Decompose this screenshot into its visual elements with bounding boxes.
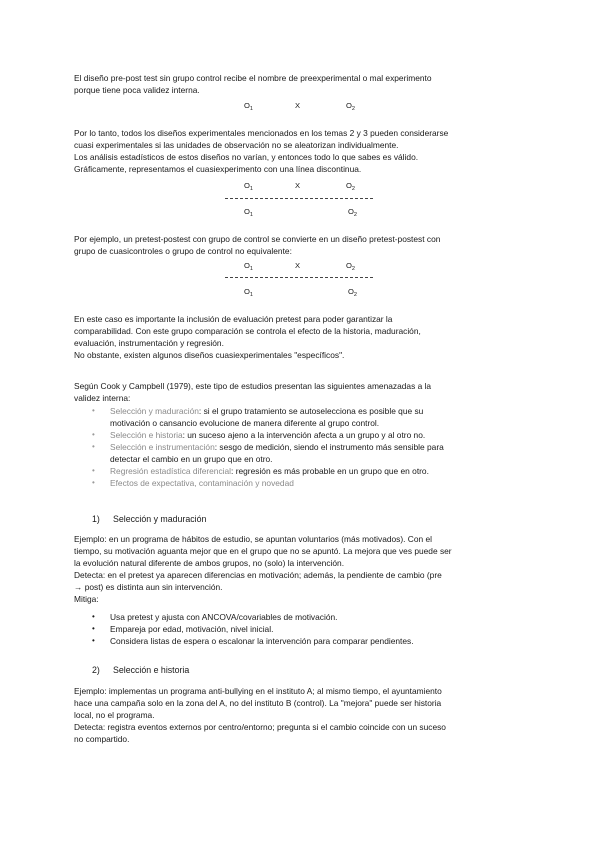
threat-term: Selección y maduración <box>110 406 199 416</box>
dashed-line-divider <box>225 198 373 199</box>
section-number: 1) <box>92 514 100 524</box>
control-observation-pretest: $O_1$ <box>244 287 254 298</box>
text-line: Ejemplo: en un programa de hábitos de estudio, se apuntan voluntarios (más motivados). Con el <box>74 534 433 544</box>
text-line: tiempo, su motivación aguanta mejor que en el grupo que no se apuntó. La mejora que ves puede ser <box>74 546 452 556</box>
section-title: Selección e historia <box>113 665 190 675</box>
text-line: El diseño pre-post test sin grupo control recibe el nombre de preexperimental o mal experimento <box>74 73 432 83</box>
text-line: no compartido. <box>74 734 130 744</box>
observation-pretest: $O_1$ <box>244 181 254 192</box>
text-line: local, no el programa. <box>74 710 155 720</box>
text-line: Detecta: registra eventos externos por centro/entorno; pregunta si el cambio coincide con un suceso <box>74 722 446 732</box>
example-paragraph <box>74 233 526 257</box>
list-item: • Empareja por edad, motivación, nivel inicial. <box>92 623 532 635</box>
control-observation-posttest: $O_2$ <box>348 287 358 298</box>
observation-posttest: $O_2$ <box>346 101 356 112</box>
text-line: Ejemplo: implementas un programa anti-bullying en el instituto A; al mismo tiempo, el ayuntamiento <box>74 686 442 696</box>
text-line: porque tiene poca validez interna. <box>74 85 200 95</box>
design-diagram-nonequivalent-control <box>0 261 600 301</box>
threat-description: : si el grupo tratamiento se autoselecciona es posible que su <box>198 406 424 416</box>
text-line: evaluación, instrumentación y regresión. <box>74 338 224 348</box>
section-heading <box>92 513 206 525</box>
text-line: No obstante, existen algunos diseños cuasiexperimentales "específicos". <box>74 350 345 360</box>
list-item <box>92 477 532 489</box>
text-line: Mitiga: <box>74 594 99 604</box>
threat-term: Selección e historia <box>110 430 183 440</box>
maturation-example-paragraph <box>74 533 534 605</box>
list-item: • Considera listas de espera o escalonar la intervención para comparar pendientes. <box>92 635 532 647</box>
threat-term: Selección e instrumentación <box>110 442 215 452</box>
threat-description: : sesgo de medición, siendo el instrumento más sensible para <box>214 442 444 452</box>
threat-description: detectar el cambio en un grupo que en otro. <box>110 454 273 464</box>
mitigation-list <box>92 611 532 647</box>
observation-posttest: $O_2$ <box>346 181 356 192</box>
observation-pretest: $O_1$ <box>244 261 254 272</box>
observation-pretest: $O_1$ <box>244 101 254 112</box>
history-example-paragraph <box>74 685 534 745</box>
text-line: → post) es distinta aun sin intervención. <box>74 582 223 592</box>
quasi-experimental-paragraph <box>74 127 526 175</box>
text-line: validez interna: <box>74 393 131 403</box>
dashed-line-divider <box>225 277 373 278</box>
threat-description: : un suceso ajeno a la intervención afecta a un grupo y al otro no. <box>182 430 426 440</box>
text-line: comparabilidad. Con este grupo comparación se controla el efecto de la historia, maduración, <box>74 326 421 336</box>
text-line: grupo de cuasicontroles o grupo de control no equivalente: <box>74 246 292 256</box>
section-number: 2) <box>92 665 100 675</box>
threat-term: Regresión estadística diferencial <box>110 466 232 476</box>
threats-list <box>92 405 532 489</box>
control-observation-pretest: $O_1$ <box>244 207 254 218</box>
section-title: Selección y maduración <box>113 514 207 524</box>
text-line: Gráficamente, representamos el cuasiexperimento con una línea discontinua. <box>74 164 362 174</box>
text-line: Detecta: en el pretest ya aparecen diferencias en motivación; además, la pendiente de cambio (pre <box>74 570 442 580</box>
list-item <box>92 441 532 465</box>
treatment-x: X <box>295 261 301 270</box>
threat-term: Efectos de expectativa, contaminación y novedad <box>110 478 294 488</box>
intro-paragraph <box>74 72 526 96</box>
list-item: • Usa pretest y ajusta con ANCOVA/covariables de motivación. <box>92 611 532 623</box>
control-observation-posttest: $O_2$ <box>348 207 358 218</box>
text-line: En este caso es importante la inclusión de evaluación pretest para poder garantizar la <box>74 314 393 324</box>
threat-description: : regresión es más probable en un grupo que en otro. <box>231 466 429 476</box>
treatment-x: X <box>295 181 301 190</box>
list-item <box>92 465 532 477</box>
list-item <box>92 405 532 429</box>
text-line: Por ejemplo, un pretest-postest con grupo de control se convierte en un diseño pretest-postest con <box>74 234 441 244</box>
text-line: Según Cook y Campbell (1979), este tipo de estudios presentan las siguientes amenazadas a la <box>74 381 432 391</box>
text-line: hace una campaña solo en la zona del A, no del instituto B (control). La "mejora" puede ser historia <box>74 698 442 708</box>
threats-intro-paragraph <box>74 380 526 404</box>
treatment-x: X <box>295 101 301 110</box>
design-diagram-preexperimental <box>0 101 600 113</box>
pretest-importance-paragraph <box>74 313 526 361</box>
threat-description: motivación o cansancio evolucione de manera diferente al grupo control. <box>110 418 380 428</box>
text-line: Los análisis estadísticos de estos diseños no varían, y entonces todo lo que sabes es válido. <box>74 152 419 162</box>
text-line: Por lo tanto, todos los diseños experimentales mencionados en los temas 2 y 3 pueden considerarse <box>74 128 449 138</box>
section-heading <box>92 664 189 676</box>
text-line: la evolución natural diferente de ambos grupos, no (solo) la intervención. <box>74 558 345 568</box>
design-diagram-quasi <box>0 181 600 221</box>
text-line: cuasi experimentales si las unidades de observación no se aleatorizan individualmente. <box>74 140 399 150</box>
observation-posttest: $O_2$ <box>346 261 356 272</box>
list-item <box>92 429 532 441</box>
